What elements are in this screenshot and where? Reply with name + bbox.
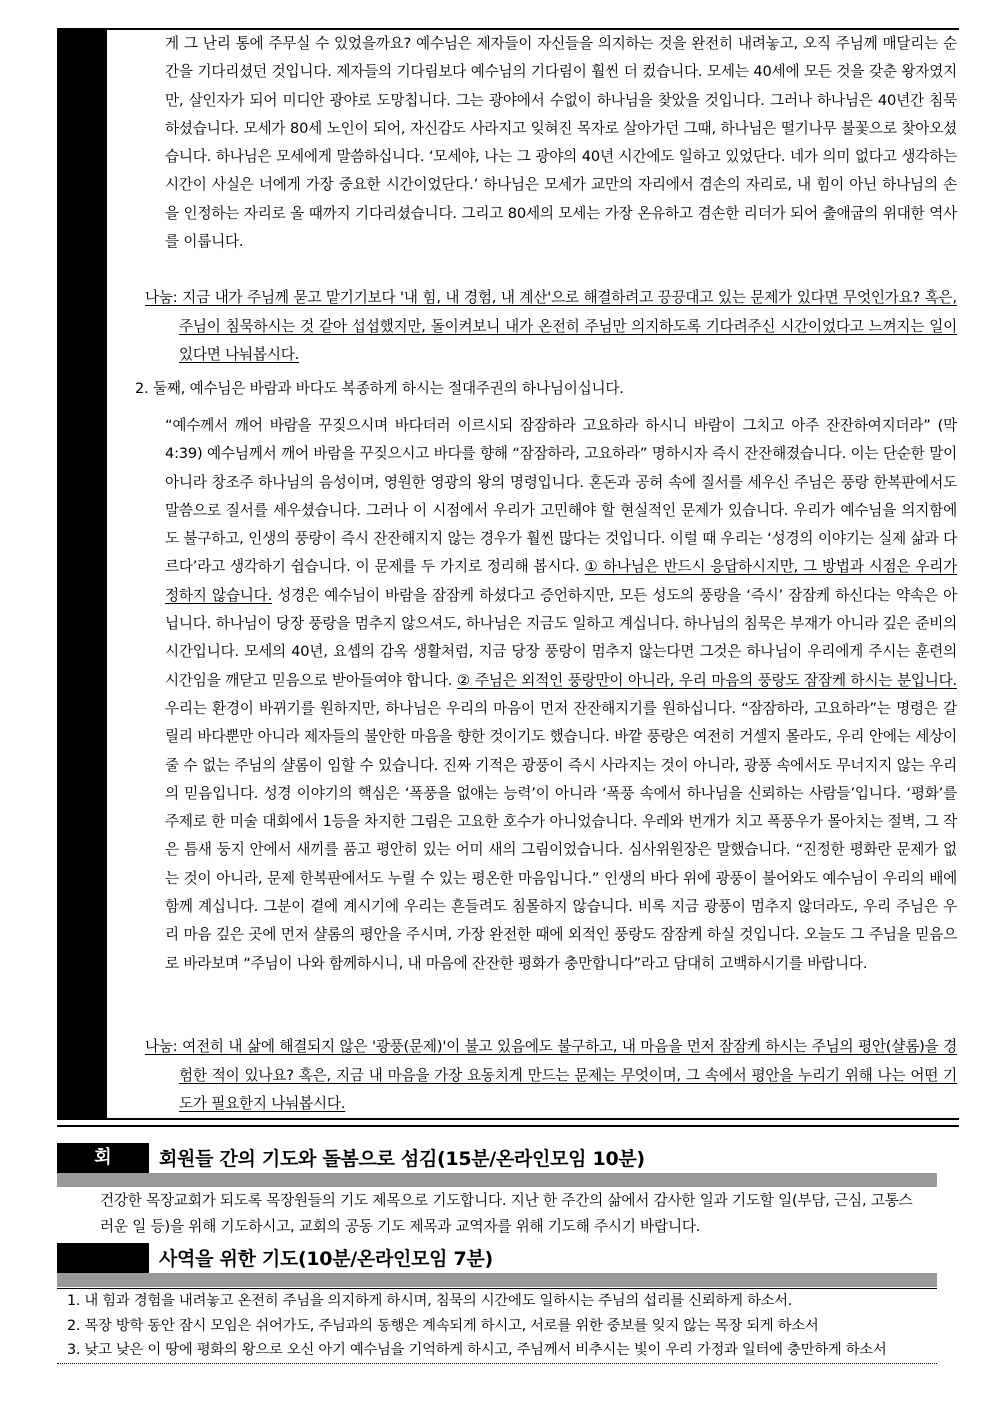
section-badge: 회 [57,1143,149,1173]
paragraph-2-text-b: 성경은 예수님이 바람을 잠잠케 하셨다고 증언하지만, 모든 성도의 풍랑을 ‘즉시’ 잠잠케 하신다는 약속은 아닙니다. 하나님이 당장 풍랑을 멈추지 않으셔도, 하나님은 지금도 일하고 계십니다. 하나님의 침묵은 부재가 아니라 깊은 준비의 시간입니다. 모세의 40년, 요셉의 감옥 생활처럼, 지금 당장 풍랑이 멈추지 않는다면 그것은 하나님이 우리에게 주시는 훈련의 시간임을 깨닫고 믿음으로 받아들여야 합니다. [165,586,957,689]
sermon-paragraph-1: 게 그 난리 통에 주무실 수 있었을까요? 예수님은 제자들이 자신들을 의지하는 것을 완전히 내려놓고, 오직 주님께 매달리는 순간을 기다리셨던 것입니다. 제자들의 기다림보다 예수님의 기다림이 훨씬 더 컸습니다. 모세는 40세에 모든 것을 갖춘 왕자였지만, 살인자가 되어 미디안 광야로 도망칩니다. 그는 광야에서 수없이 하나님을 찾았을 것입니다. 그러나 하나님은 40년간 침묵하셨습니다. 모세가 80세 노인이 되어, 자신감도 사라지고 잊혀진 목자로 살아가던 그때, 하나님은 떨기나무 불꽃으로 찾아오셨습니다. 하나님은 모세에게 말씀하십니다. ‘모세야, 나는 그 광야의 40년 시간에도 일하고 있었단다. 네가 의미 없다고 생각하는 시간이 사실은 너에게 가장 중요한 시간이었단다.’ 하나님은 모세가 교만의 자리에서 겸손의 자리로, 내 힘이 아닌 하나님의 손을 인정하는 자리로 올 때까지 기다리셨습니다. 그리고 80세의 모세는 가장 온유하고 겸손한 리더가 되어 출애굽의 위대한 역사를 이룹니다. [165,35,957,251]
sermon-section [57,28,959,1120]
section-title: 사역을 위한 기도(10분/온라인모임 7분) [159,1248,493,1270]
member-prayer-header [57,1143,937,1187]
section-title: 회원들 간의 기도와 돌봄으로 섬김(15분/온라인모임 10분) [159,1148,645,1170]
prayer-list [57,1288,937,1364]
share-question-2: 나눔: 여전히 내 삶에 해결되지 않은 '광풍(문제)'이 불고 있음에도 불구하고, 내 마음을 먼저 잠잠케 하시는 주님의 평안(샬롬)을 경험한 적이 있나요? 혹은, 지금 내 마음을 가장 요동치게 만드는 문제는 무엇이며, 그 속에서 평안을 누리기 위해 나는 어떤 기도가 필요한지 나눠봅시다. [145,1038,957,1112]
member-prayer-body: 건강한 목장교회가 되도록 목장원들의 기도 제목으로 기도합니다. 지난 한 주간의 삶에서 감사한 일과 기도할 일(부담, 근심, 고통스러운 일 등)을 위해 기도하시고, 교회의 공동 기도 제목과 교역자를 위해 기도해 주시기 바랍니다. [100,1192,913,1235]
paragraph-2-text-a: “예수께서 깨어 바람을 꾸짖으시며 바다더러 이르시되 잠잠하라 고요하라 하시니 바람이 그치고 아주 잔잔하여지더라” (막 4:39) 예수님께서 깨어 바람을 꾸짖으시고 바다를 향해 “잠잠하라, 고요하라” 명하시자 즉시 잔잔해졌습니다. 이는 단순한 말이 아니라 창조주 하나님의 음성이며, 영원한 영광의 왕의 명령입니다. 혼돈과 공허 속에 질서를 세우신 주님은 풍랑 한복판에서도 말씀으로 질서를 세우셨습니다. 그러나 이 시점에서 우리가 고민해야 할 현실적인 문제가 있습니다. 우리가 예수님을 의지함에도 불구하고, 인생의 풍랑이 즉시 잔잔해지지 않는 경우가 훨씬 많다는 것입니다. 이럴 때 우리는 ‘성경의 이야기는 실제 삶과 다르다’라고 생각하기 쉽습니다. 이 문제를 두 가지로 정리해 봅시다. [165,417,957,576]
header-bar [57,1273,937,1287]
prayer-item: 2. 목장 방학 동안 잠시 모임은 쉬어가도, 주님과의 동행은 계속되게 하시고, 서로를 위한 중보를 잊지 않는 목장 되게 하소서 [67,1317,819,1334]
point-2-heading: 2. 둘째, 예수님은 바람과 바다도 복종하게 하시는 절대주권의 하나님이십니다. [135,380,624,397]
sermon-paragraph-2 [165,412,957,978]
left-margin-bar [57,30,107,1118]
key-point-2: ② 주님은 외적인 풍랑만이 아니라, 우리 마음의 풍랑도 잠잠케 하시는 분입니다. [457,671,957,689]
section-badge [57,1243,149,1273]
section-divider [57,1125,959,1127]
header-bar [57,1173,937,1187]
sermon-content [107,30,959,1118]
prayer-item: 3. 낮고 낮은 이 땅에 평화의 왕으로 오신 아기 예수님을 기억하게 하시고, 주님께서 비추시는 빛이 우리 가정과 일터에 충만하게 하소서 [57,1338,937,1364]
share-question-1: 나눔: 지금 내가 주님께 묻고 맡기기보다 '내 힘, 내 경험, 내 계산'으로 해결하려고 끙끙대고 있는 문제가 있다면 무엇인가요? 혹은, 주님이 침묵하시는 것 같아 섭섭했지만, 돌이켜보니 내가 온전히 주님만 의지하도록 기다려주신 시간이었다고 느껴지는 일이 있다면 나눠봅시다. [145,289,957,363]
paragraph-2-text-c: 우리는 환경이 바뀌기를 원하지만, 하나님은 우리의 마음이 먼저 잔잔해지기를 원하십니다. “잠잠하라, 고요하라”는 명령은 갈릴리 바다뿐만 아니라 제자들의 불안한 마음을 향한 것이기도 했습니다. 바깥 풍랑은 여전히 거셀지 몰라도, 우리 안에는 세상이 줄 수 없는 주님의 샬롬이 임할 수 있습니다. 진짜 기적은 광풍이 즉시 사라지는 것이 아니라, 광풍 속에서도 무너지지 않는 우리의 믿음입니다. 성경 이야기의 핵심은 ‘폭풍을 없애는 능력’이 아니라 ‘폭풍 속에서 하나님을 신뢰하는 사람들’입니다. ‘평화’를 주제로 한 미술 대회에서 1등을 차지한 그림은 고요한 호수가 아니었습니다. 우레와 번개가 치고 폭풍우가 몰아치는 절벽, 그 작은 틈새 둥지 안에서 새끼를 품고 평안히 있는 어미 새의 그림이었습니다. 심사위원장은 말했습니다. “진정한 평화란 문제가 없는 것이 아니라, 문제 한복판에서도 누릴 수 있는 평온한 마음입니다.” 인생의 바다 위에 광풍이 불어와도 예수님이 우리의 배에 함께 계십니다. 그분이 곁에 계시기에 우리는 흔들려도 침몰하지 않습니다. 비록 지금 광풍이 멈추지 않더라도, 우리 주님은 우리 마음 깊은 곳에 먼저 샬롬의 평안을 주시며, 가장 완전한 때에 외적인 풍랑도 잠잠케 하실 것입니다. 오늘도 그 주님을 믿음으로 바라보며 “주님이 나와 함께하시니, 내 마음에 잔잔한 평화가 충만합니다”라고 담대히 고백하시기를 바랍니다. [165,699,957,972]
key-point-1: ① 하나님은 반드시 응답하시지만, 그 방법과 시점은 우리가 정하지 않습니다. [165,558,958,604]
prayer-item: 1. 내 힘과 경험을 내려놓고 온전히 주님을 의지하게 하시며, 침묵의 시간에도 일하시는 주님의 섭리를 신뢰하게 하소서. [67,1293,793,1309]
ministry-prayer-header [57,1243,937,1287]
